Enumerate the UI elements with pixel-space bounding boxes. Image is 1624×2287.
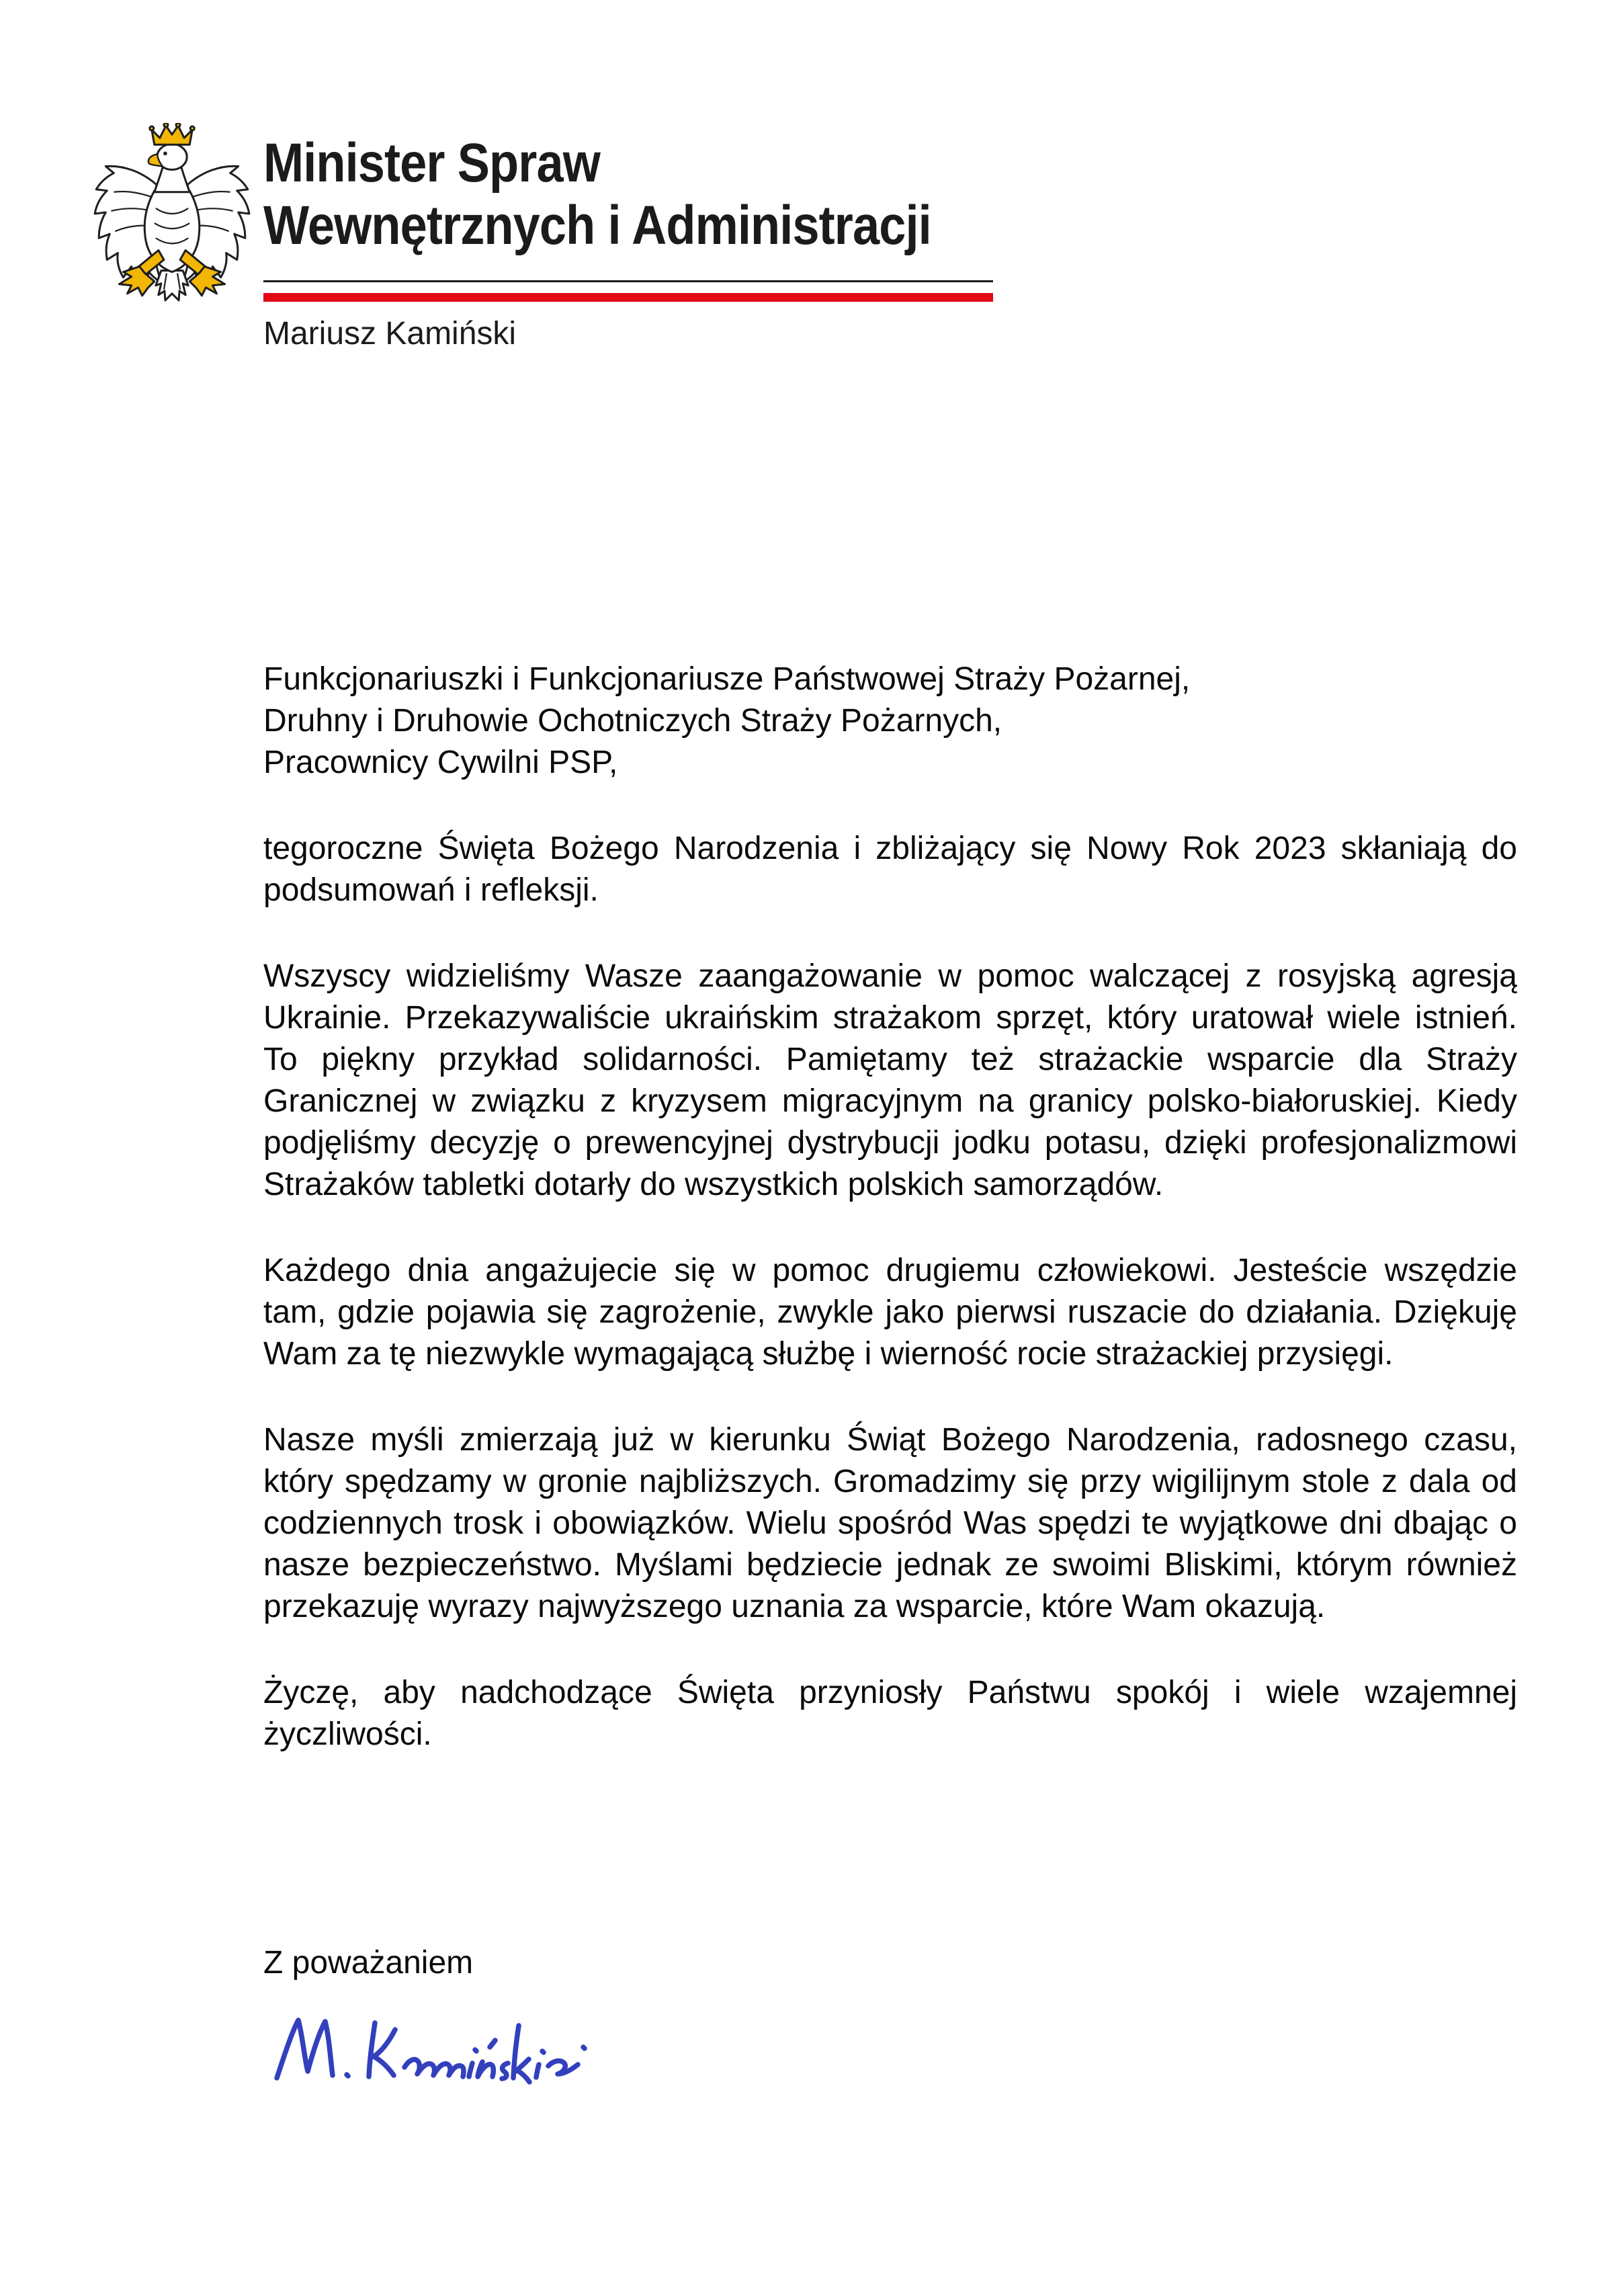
signature-dot bbox=[542, 2051, 544, 2052]
signature-stroke-i2 bbox=[536, 2065, 539, 2077]
signature-stroke-scribble bbox=[404, 2059, 464, 2077]
signature-stroke-m bbox=[277, 2020, 333, 2078]
signature-flourish bbox=[548, 2061, 578, 2074]
polish-eagle-emblem bbox=[91, 123, 253, 306]
signature-stroke-n bbox=[478, 2062, 493, 2077]
letter-paragraph: Każdego dnia angażujecie się w pomoc drugiemu człowiekowi. Jesteście wszędzie tam, gdzie pojawia się zagrożenie, zwykle jako pierwsi ruszacie do działania. Dziękuję Wam za tę niezwykle wymagającą służbę i wierność rocie strażackiej przysięgi. bbox=[263, 1253, 1517, 1372]
letter-paragraph: Wszyscy widzieliśmy Wasze zaangażowanie w pomoc walczącej z rosyjską agresją Ukrainie. Przekazywaliście ukraińskim strażakom sprzęt, który uratował wiele istnień. To piękny przykład solidarności. Pamiętamy też strażackie wsparcie dla Straży Granicznej w związku z kryzysem migracyjnym na granicy polsko-białoruskiej. Kiedy podjęliśmy decyzję o prewencyjnej dystrybucji jodku potasu, dzięki profesjonalizmowi Strażaków tabletki dotarły do wszystkich polskich samorządów. bbox=[263, 958, 1517, 1202]
letter-paragraph: tegoroczne Święta Bożego Narodzenia i zbliżający się Nowy Rok 2023 skłaniają do podsumowań i refleksji. bbox=[263, 831, 1517, 908]
signature-dot bbox=[475, 2050, 476, 2051]
minister-name: Mariusz Kamiński bbox=[263, 316, 517, 351]
closing-phrase: Z poważaniem bbox=[263, 1945, 474, 1981]
salutation-line: Druhny i Druhowie Ochotniczych Straży Pożarnych, bbox=[263, 703, 1002, 739]
salutation bbox=[263, 659, 1517, 784]
signature-dot bbox=[347, 2075, 348, 2076]
ministry-title-line1: Minister Spraw bbox=[263, 132, 600, 194]
ministry-title bbox=[263, 132, 931, 257]
signature-stroke-i bbox=[469, 2063, 472, 2077]
divider-rule-black bbox=[263, 280, 993, 282]
letter-body bbox=[263, 659, 1517, 1755]
letter-paragraph: Życzę, aby nadchodzące Święta przyniosły Państwu spokój i wiele wzajemnej życzliwości. bbox=[263, 1675, 1517, 1752]
letter-paragraph: Nasze myśli zmierzają już w kierunku Świąt Bożego Narodzenia, radosnego czasu, który spędzamy w gronie najbliższych. Gromadzimy się przy wigilijnym stole z dala od codziennych trosk i obowiązków. Wielu spośród Was spędzi te wyjątkowe dni dbając o nasze bezpieczeństwo. Myślami będziecie jednak ze swoimi Bliskimi, którym również przekazuję wyrazy najwyższego uznania za wsparcie, które Wam okazują. bbox=[263, 1422, 1517, 1624]
ministry-title-line2: Wewnętrznych i Administracji bbox=[263, 195, 931, 256]
handwritten-signature bbox=[267, 2003, 644, 2090]
signature-stroke-k2 bbox=[517, 2070, 529, 2082]
signature-stroke-k bbox=[369, 2023, 375, 2077]
header-divider bbox=[263, 280, 993, 302]
signature-stroke-s bbox=[502, 2063, 508, 2079]
signature-dot bbox=[583, 2047, 585, 2048]
signature-stroke-k bbox=[374, 2030, 395, 2075]
salutation-line: Funkcjonariuszki i Funkcjonariusze Państwowej Straży Pożarnej, bbox=[263, 661, 1191, 697]
signature-accent bbox=[490, 2040, 495, 2047]
divider-bar-red bbox=[263, 293, 993, 302]
salutation-line: Pracownicy Cywilni PSP, bbox=[263, 745, 618, 780]
